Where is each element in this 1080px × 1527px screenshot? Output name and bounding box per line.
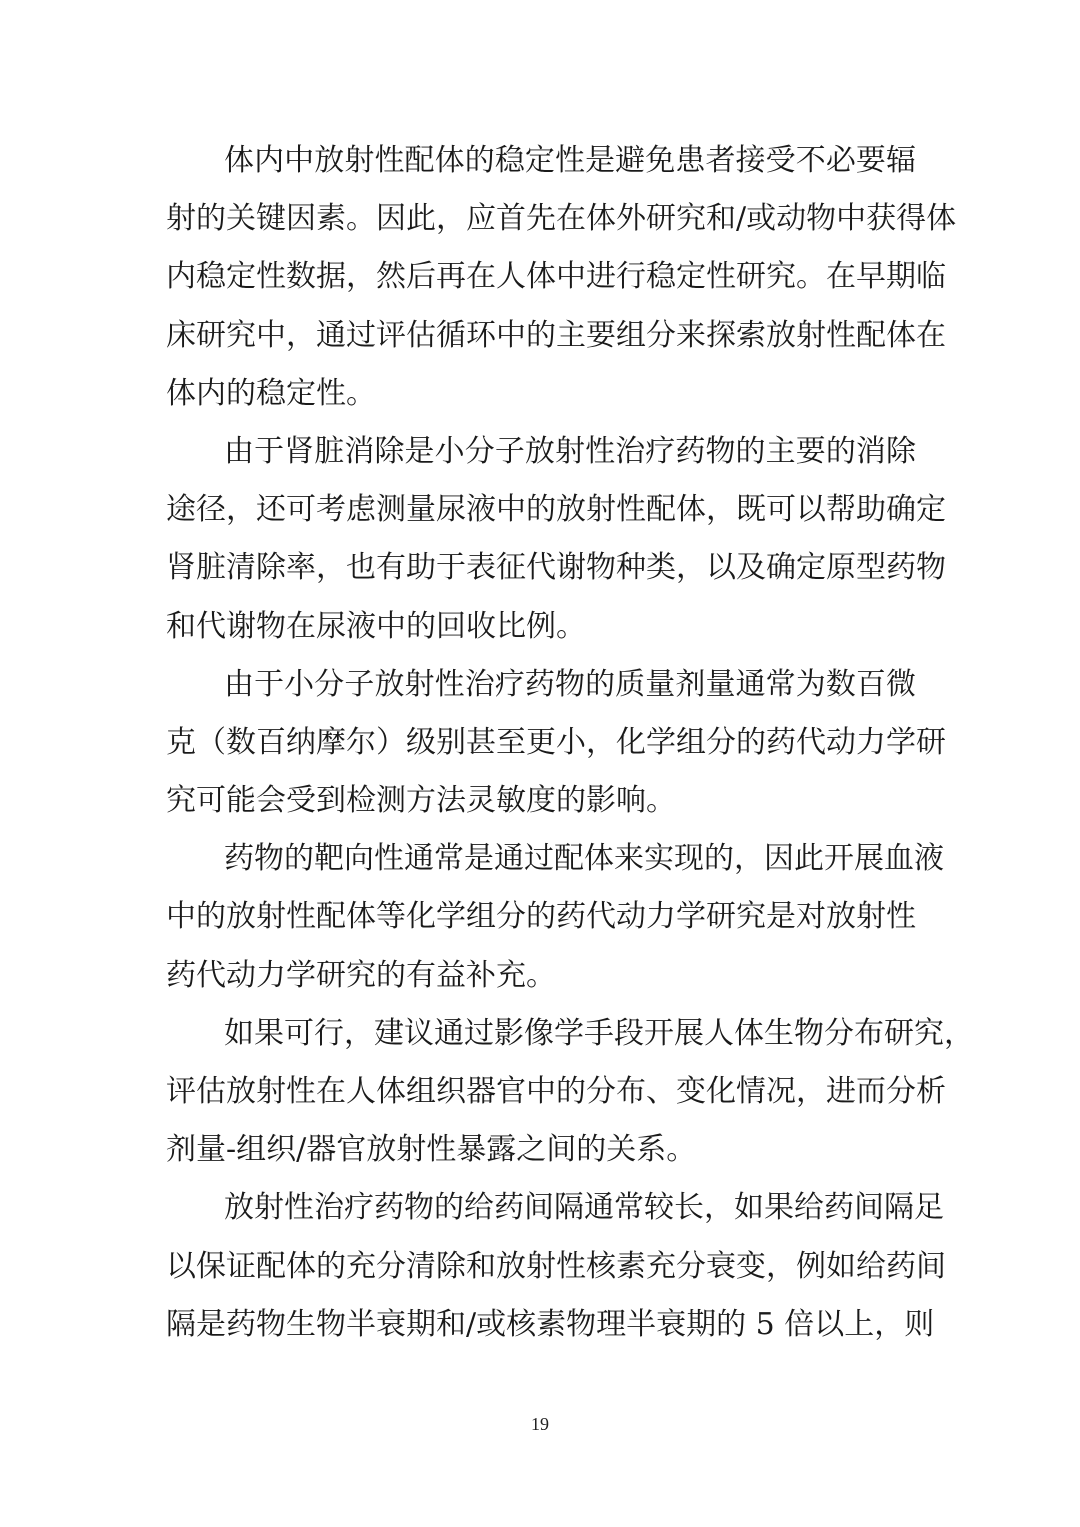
body-text bbox=[166, 138, 974, 1360]
paragraph-line: 如果可行，建议通过影像学手段开展人体生物分布研究， bbox=[224, 1015, 974, 1051]
paragraph-line: 药代动力学研究的有益补充。 bbox=[166, 957, 556, 993]
paragraph-line: 体内的稳定性。 bbox=[166, 375, 376, 411]
paragraph-line: 途径，还可考虑测量尿液中的放射性配体，既可以帮助确定 bbox=[166, 492, 946, 528]
paragraph-line: 药物的靶向性通常是通过配体来实现的，因此开展血液 bbox=[224, 841, 944, 877]
paragraph-line: 内稳定性数据，然后再在人体中进行稳定性研究。在早期临 bbox=[166, 259, 946, 295]
paragraph-line: 剂量-组织/器官放射性暴露之间的关系。 bbox=[166, 1132, 697, 1168]
paragraph-line: 由于肾脏消除是小分子放射性治疗药物的主要的消除 bbox=[224, 433, 916, 469]
paragraph-line: 射的关键因素。因此，应首先在体外研究和/或动物中获得体 bbox=[166, 201, 957, 237]
paragraph-line: 由于小分子放射性治疗药物的质量剂量通常为数百微 bbox=[224, 666, 916, 702]
paragraph-line: 肾脏清除率，也有助于表征代谢物种类，以及确定原型药物 bbox=[166, 550, 946, 586]
paragraph-line: 和代谢物在尿液中的回收比例。 bbox=[166, 608, 586, 644]
paragraph-line: 以保证配体的充分清除和放射性核素充分衰变，例如给药间 bbox=[166, 1248, 946, 1284]
paragraph-line: 体内中放射性配体的稳定性是避免患者接受不必要辐 bbox=[224, 143, 916, 178]
paragraph-line: 评估放射性在人体组织器官中的分布、变化情况，进而分析 bbox=[166, 1074, 946, 1109]
page-number: 19 bbox=[531, 1414, 549, 1434]
paragraph-line: 克（数百纳摩尔）级别甚至更小，化学组分的药代动力学研 bbox=[166, 724, 946, 760]
paragraph-line: 放射性治疗药物的给药间隔通常较长，如果给药间隔足 bbox=[224, 1190, 944, 1226]
paragraph-line: 隔是药物生物半衰期和/或核素物理半衰期的 5 倍以上，则 bbox=[166, 1306, 935, 1342]
paragraph-line: 中的放射性配体等化学组分的药代动力学研究是对放射性 bbox=[166, 899, 916, 935]
paragraph-line: 床研究中，通过评估循环中的主要组分来探索放射性配体在 bbox=[166, 317, 946, 353]
paragraph-line: 究可能会受到检测方法灵敏度的影响。 bbox=[166, 783, 676, 819]
